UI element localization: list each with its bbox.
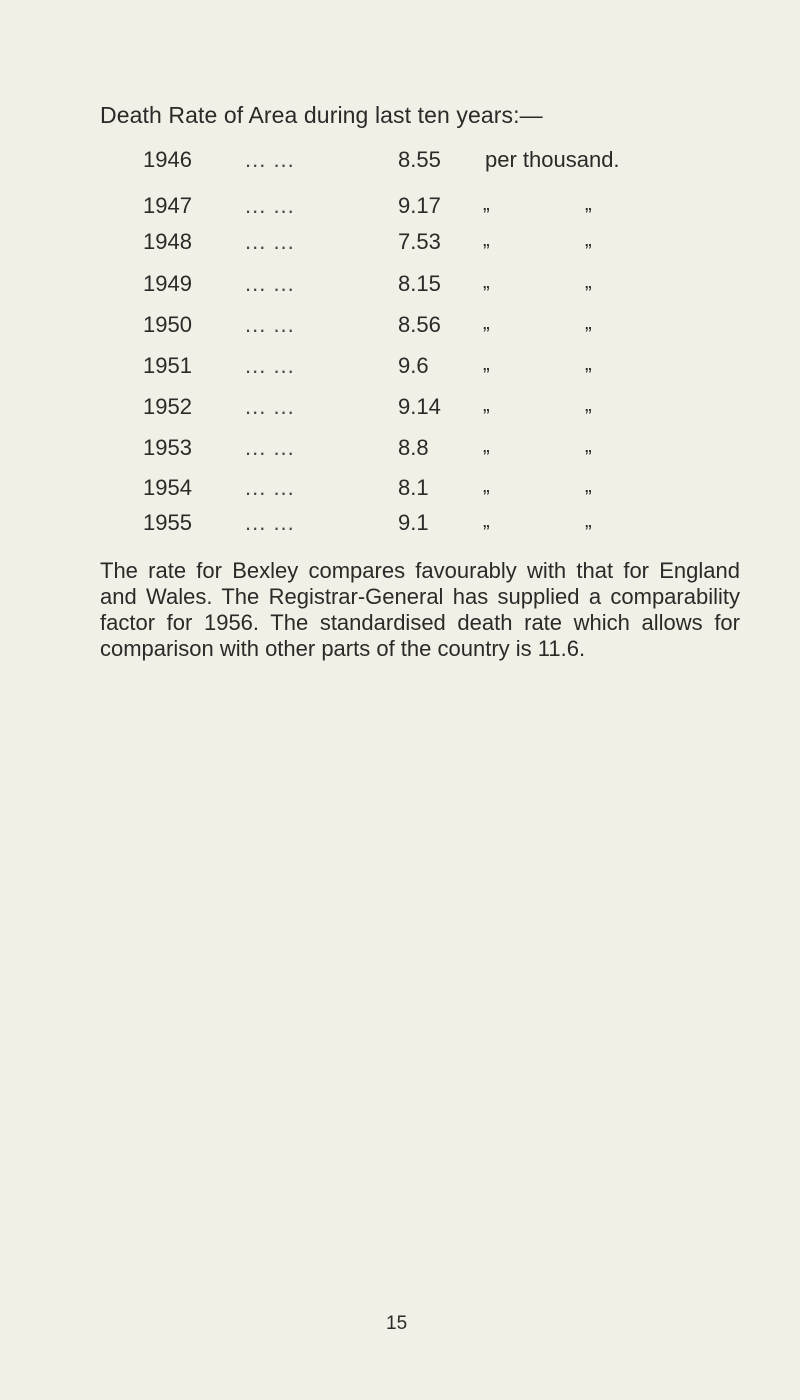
ditto-mark: „: [483, 510, 490, 532]
year-cell: 1952: [143, 394, 192, 419]
year-cell: 1947: [143, 193, 192, 218]
ditto-mark: „: [483, 394, 490, 416]
body-paragraph: The rate for Bexley compares favourably with that for England and Wales. The Registrar-General has supplied a comparability factor for 1956. The standardised death rate which allows for comparison with other parts of the country is 11.6.: [100, 558, 740, 661]
table-row: [0, 435, 800, 465]
leader-dots: ... ...: [245, 193, 295, 218]
leader-dots: ... ...: [245, 394, 295, 419]
rate-cell: 8.56: [398, 312, 441, 337]
ditto-mark: „: [483, 193, 490, 215]
year-cell: 1948: [143, 229, 192, 254]
leader-dots: ... ...: [245, 312, 295, 337]
rate-cell: 8.55: [398, 147, 441, 172]
ditto-mark: „: [585, 394, 592, 416]
leader-dots: ... ...: [245, 353, 295, 378]
rate-cell: 9.6: [398, 353, 429, 378]
leader-dots: ... ...: [245, 475, 295, 500]
year-cell: 1949: [143, 271, 192, 296]
table-row: [0, 475, 800, 505]
leader-dots: ... ...: [245, 229, 295, 254]
table-row: [0, 394, 800, 424]
leader-dots: ... ...: [245, 435, 295, 460]
page-number: 15: [386, 1313, 408, 1334]
year-cell: 1951: [143, 353, 192, 378]
rate-cell: 8.8: [398, 435, 429, 460]
ditto-mark: „: [483, 435, 490, 457]
year-cell: 1950: [143, 312, 192, 337]
ditto-mark: „: [585, 353, 592, 375]
table-row: [0, 353, 800, 383]
ditto-mark: „: [585, 312, 592, 334]
leader-dots: ... ...: [245, 510, 295, 535]
table-row: [0, 147, 800, 177]
year-cell: 1953: [143, 435, 192, 460]
ditto-mark: „: [483, 271, 490, 293]
ditto-mark: „: [585, 271, 592, 293]
leader-dots: ... ...: [245, 271, 295, 296]
unit-label: per thousand.: [485, 147, 620, 172]
rate-cell: 8.15: [398, 271, 441, 296]
rate-cell: 9.17: [398, 193, 441, 218]
table-row: [0, 193, 800, 223]
rate-cell: 8.1: [398, 475, 429, 500]
ditto-mark: „: [483, 229, 490, 251]
table-row: [0, 229, 800, 259]
table-row: [0, 312, 800, 342]
table-row: [0, 510, 800, 540]
ditto-mark: „: [483, 475, 490, 497]
rate-cell: 9.1: [398, 510, 429, 535]
rate-cell: 7.53: [398, 229, 441, 254]
rate-cell: 9.14: [398, 394, 441, 419]
year-cell: 1954: [143, 475, 192, 500]
section-heading: Death Rate of Area during last ten years:—: [100, 102, 543, 128]
ditto-mark: „: [585, 229, 592, 251]
year-cell: 1955: [143, 510, 192, 535]
ditto-mark: „: [585, 510, 592, 532]
table-row: [0, 271, 800, 301]
ditto-mark: „: [483, 312, 490, 334]
ditto-mark: „: [585, 435, 592, 457]
year-cell: 1946: [143, 147, 192, 172]
leader-dots: ... ...: [245, 147, 295, 172]
ditto-mark: „: [585, 193, 592, 215]
ditto-mark: „: [585, 475, 592, 497]
ditto-mark: „: [483, 353, 490, 375]
